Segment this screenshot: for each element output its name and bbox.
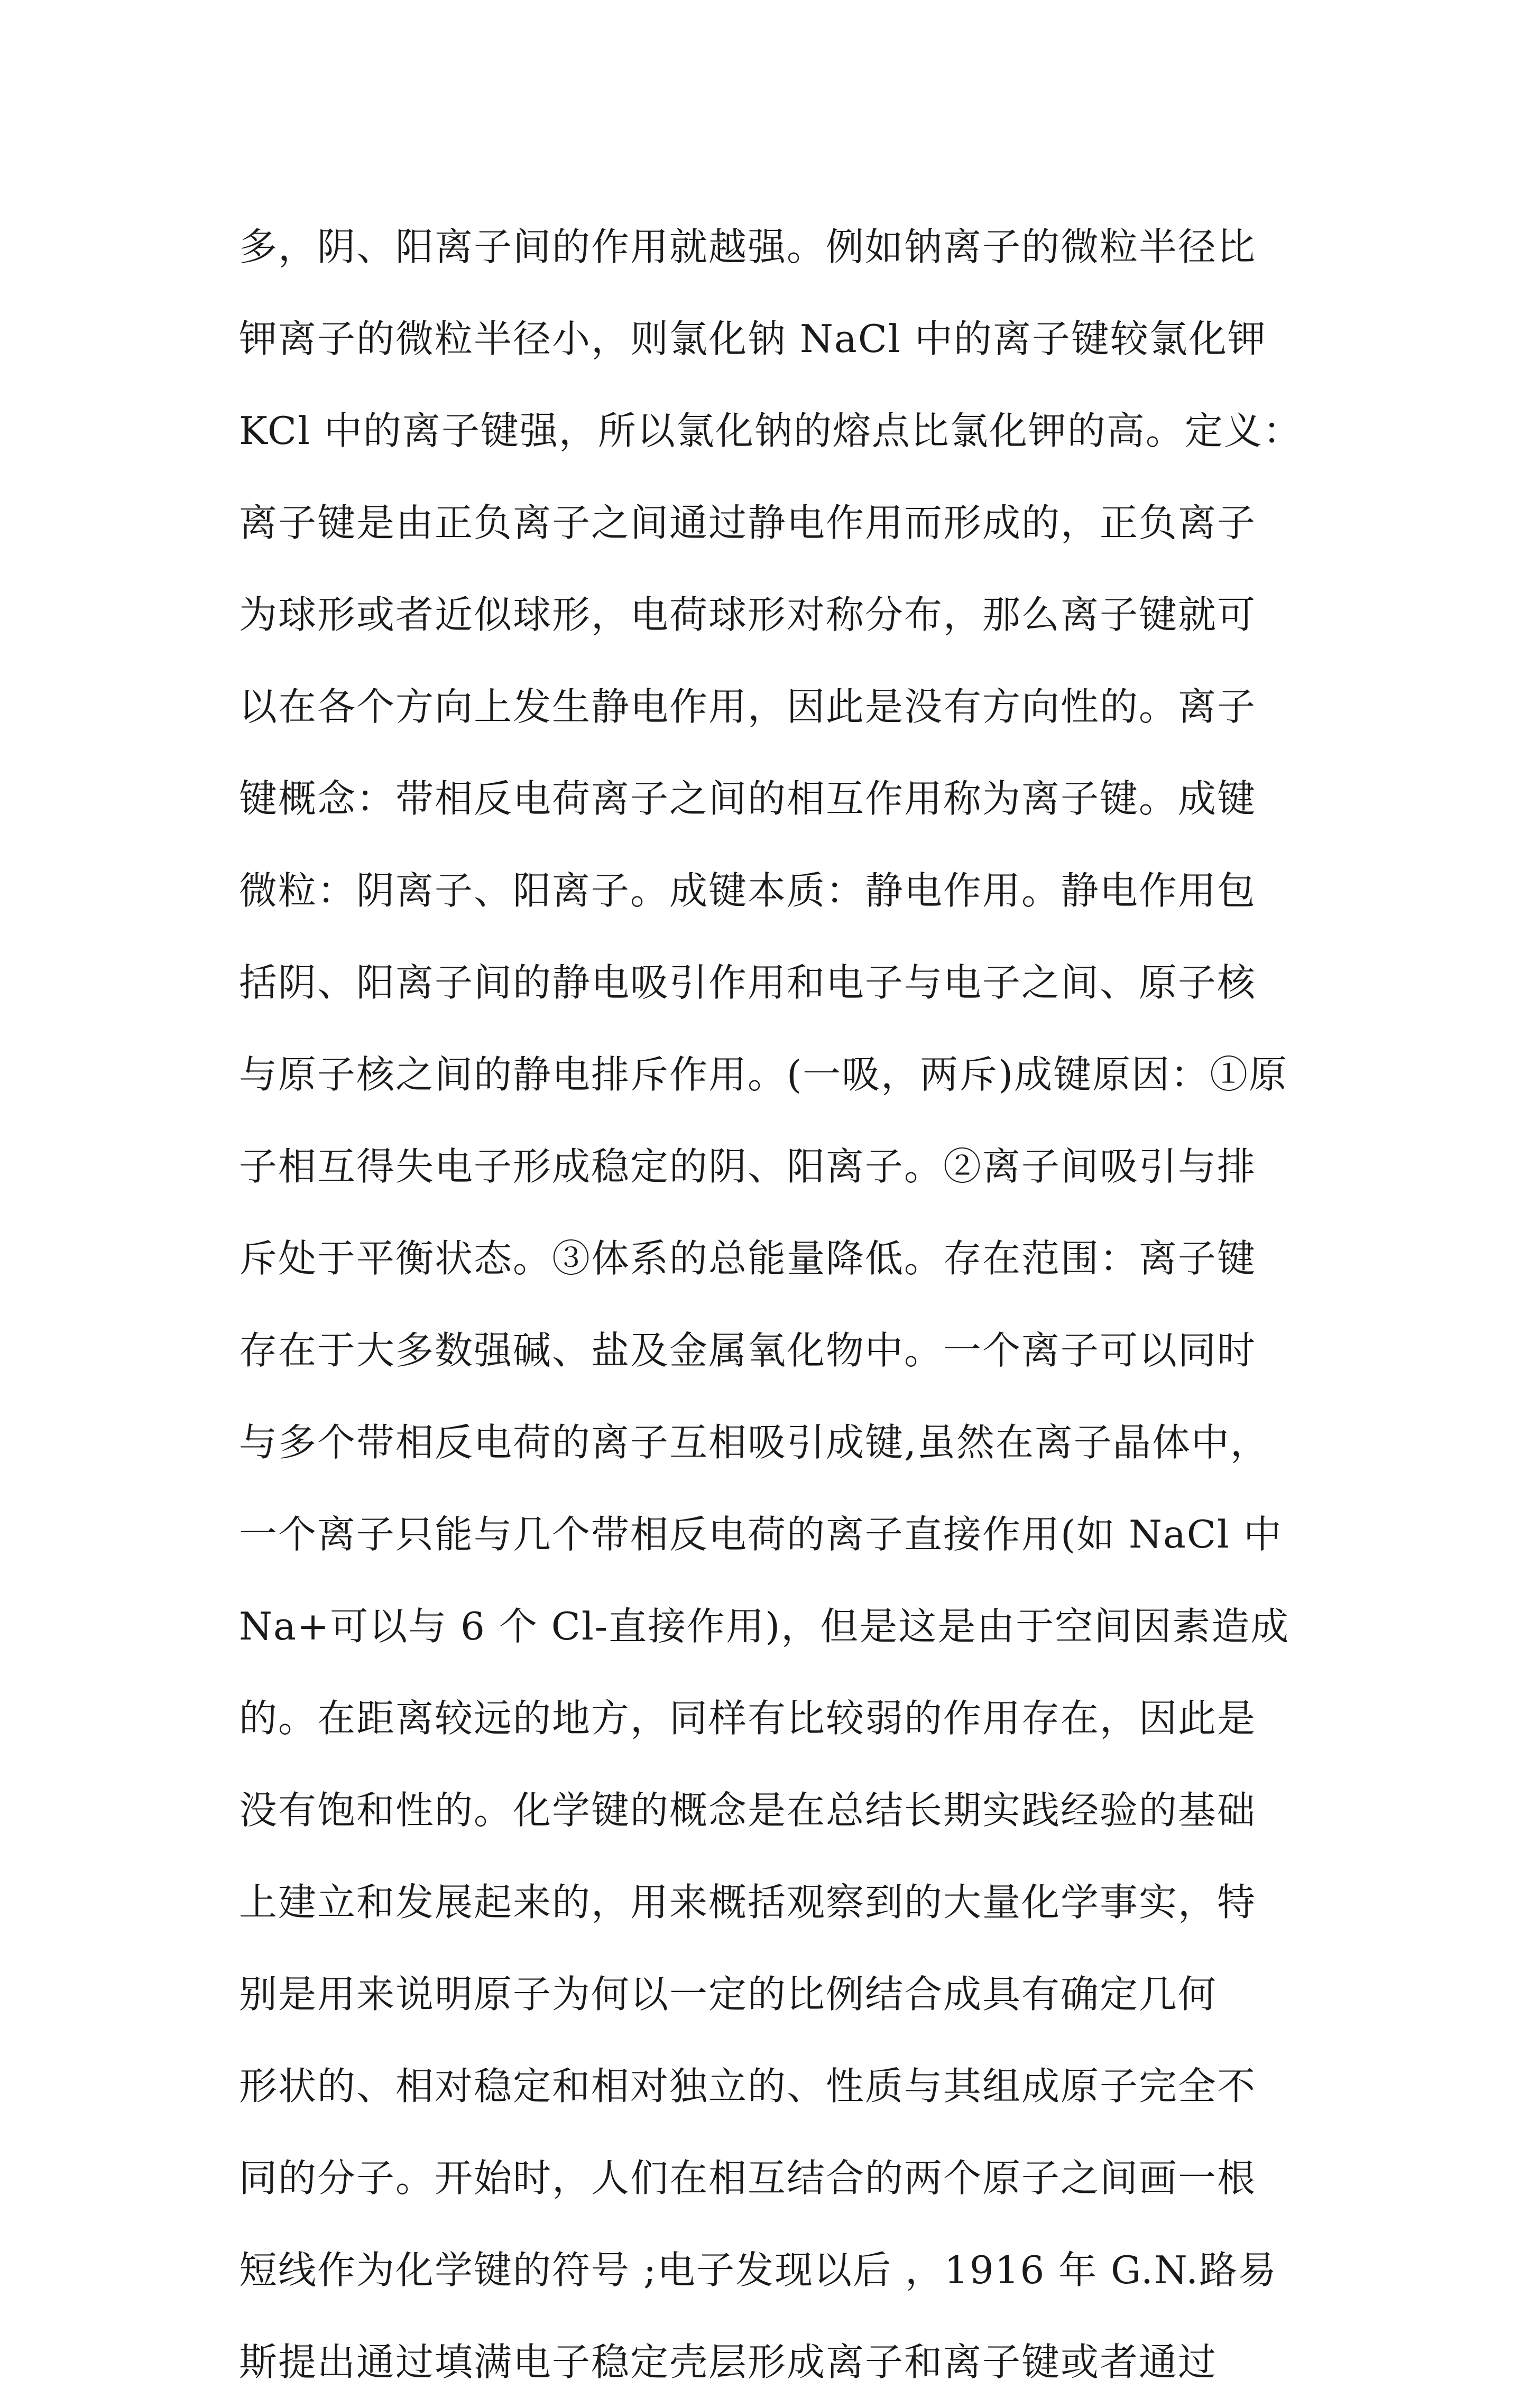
text-line: 离子键是由正负离子之间通过静电作用而形成的，正负离子	[239, 501, 1257, 545]
text-line: 别是用来说明原子为何以一定的比例结合成具有确定几何	[239, 1972, 1218, 2016]
text-line: 与多个带相反电荷的离子互相吸引成键,虽然在离子晶体中，	[239, 1420, 1269, 1465]
text-line: 上建立和发展起来的，用来概括观察到的大量化学事实，特	[239, 1880, 1257, 1924]
text-line: 没有饱和性的。化学键的概念是在总结长期实践经验的基础	[239, 1788, 1257, 1832]
text-line: 键概念：带相反电荷离子之间的相互作用称为离子键。成键	[239, 776, 1257, 821]
text-line: 微粒：阴离子、阳离子。成键本质：静电作用。静电作用包	[239, 868, 1257, 913]
text-line: 同的分子。开始时，人们在相互结合的两个原子之间画一根	[239, 2156, 1257, 2200]
text-line: Na+可以与 6 个 Cl-直接作用)，但是这是由于空间因素造成	[239, 1604, 1290, 1648]
text-line: 与原子核之间的静电排斥作用。(一吸，两斥)成键原因：①原	[239, 1052, 1288, 1097]
text-line: 钾离子的微粒半径小，则氯化钠 NaCl 中的离子键较氯化钾	[239, 317, 1267, 361]
text-line: 的。在距离较远的地方，同样有比较弱的作用存在，因此是	[239, 1696, 1257, 1740]
text-line: 为球形或者近似球形，电荷球形对称分布，那么离子键就可	[239, 592, 1257, 637]
text-line: 短线作为化学键的符号 ;电子发现以后 ，1916 年 G.N.路易	[239, 2248, 1278, 2292]
text-line: 多，阴、阳离子间的作用就越强。例如钠离子的微粒半径比	[239, 225, 1257, 269]
text-line: 括阴、阳离子间的静电吸引作用和电子与电子之间、原子核	[239, 960, 1257, 1005]
text-line: 存在于大多数强碱、盐及金属氧化物中。一个离子可以同时	[239, 1328, 1257, 1373]
body-text	[239, 201, 1312, 2408]
text-line: 一个离子只能与几个带相反电荷的离子直接作用(如 NaCl 中	[239, 1512, 1283, 1557]
text-line: 斥处于平衡状态。③体系的总能量降低。存在范围：离子键	[239, 1236, 1257, 1281]
text-line: 子相互得失电子形成稳定的阴、阳离子。②离子间吸引与排	[239, 1144, 1257, 1189]
text-line: 以在各个方向上发生静电作用，因此是没有方向性的。离子	[239, 684, 1257, 729]
text-line: 斯提出通过填满电子稳定壳层形成离子和离子键或者通过	[239, 2340, 1218, 2384]
text-line: KCl 中的离子键强，所以氯化钠的熔点比氯化钾的高。定义：	[239, 409, 1302, 453]
text-line: 形状的、相对稳定和相对独立的、性质与其组成原子完全不	[239, 2064, 1257, 2108]
